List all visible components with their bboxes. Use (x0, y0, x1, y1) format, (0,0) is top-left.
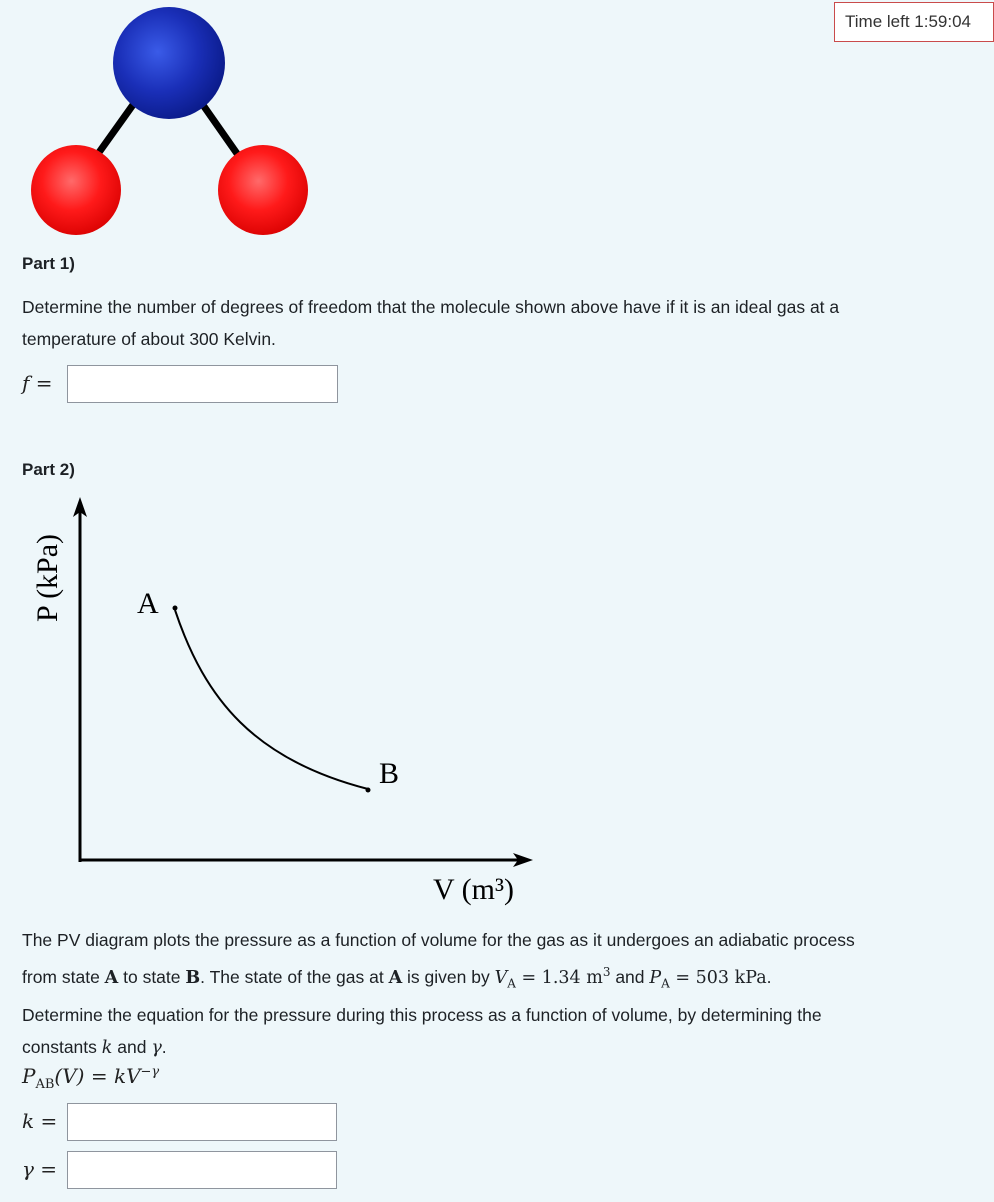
point-a-dot (173, 606, 178, 611)
part1-question (22, 291, 982, 355)
outer-atom-right (218, 145, 308, 235)
central-atom (113, 7, 225, 119)
part2-desc-line2: from state A to state B. The state of the gas at A is given by $V_A = 1.34$ $m^3$ and $P_A = 503$ kPa. (22, 965, 772, 991)
point-b-label: B (379, 757, 400, 790)
gamma-constant-input[interactable] (67, 1151, 337, 1189)
state-a-symbol-2: A (388, 967, 403, 988)
adiabatic-curve (175, 610, 368, 789)
gamma-symbol: γ (151, 1038, 162, 1059)
outer-atom-left (31, 145, 121, 235)
part2-desc-line3: Determine the equation for the pressure during this process as a function of volume, by determining the (22, 1005, 822, 1026)
part1-question-line2: temperature of about 300 Kelvin. (22, 329, 276, 349)
state-b-symbol: B (185, 967, 201, 988)
degrees-of-freedom-input[interactable] (67, 365, 338, 403)
k-constant-input[interactable] (67, 1103, 337, 1141)
point-a-label: A (137, 587, 159, 620)
f-label: f = (22, 371, 53, 395)
part1-heading: Part 1) (22, 254, 75, 273)
state-a-symbol: A (104, 967, 119, 988)
gamma-label: γ = (22, 1157, 58, 1181)
part2-desc-line1: The PV diagram plots the pressure as a function of volume for the gas as it undergoes an adiabatic process (22, 930, 855, 950)
y-axis-label: P (kPa) (31, 533, 64, 622)
k-symbol: k (101, 1038, 113, 1059)
pv-diagram (0, 490, 560, 920)
part2-desc-line4: constants k and γ. (22, 1037, 167, 1059)
point-b-dot (366, 788, 371, 793)
part2-heading: Part 2) (22, 460, 75, 479)
pressure-equation: $P_{AB}(V) = kV^{-\gamma}$ (22, 1064, 160, 1092)
part1-question-line1: Determine the number of degrees of freedom that the molecule shown above have if it is an ideal gas at a (22, 297, 840, 317)
time-left-indicator: Time left 1:59:04 (834, 2, 994, 42)
va-expression: $V_A = 1.34$ $m^3$ (494, 965, 611, 991)
part2-description (22, 924, 982, 1064)
x-axis-label: V (m³) (433, 873, 514, 906)
k-label: k = (22, 1109, 58, 1133)
pa-expression: $P_A = 503$ kPa (649, 967, 767, 991)
molecule-diagram (0, 0, 340, 245)
